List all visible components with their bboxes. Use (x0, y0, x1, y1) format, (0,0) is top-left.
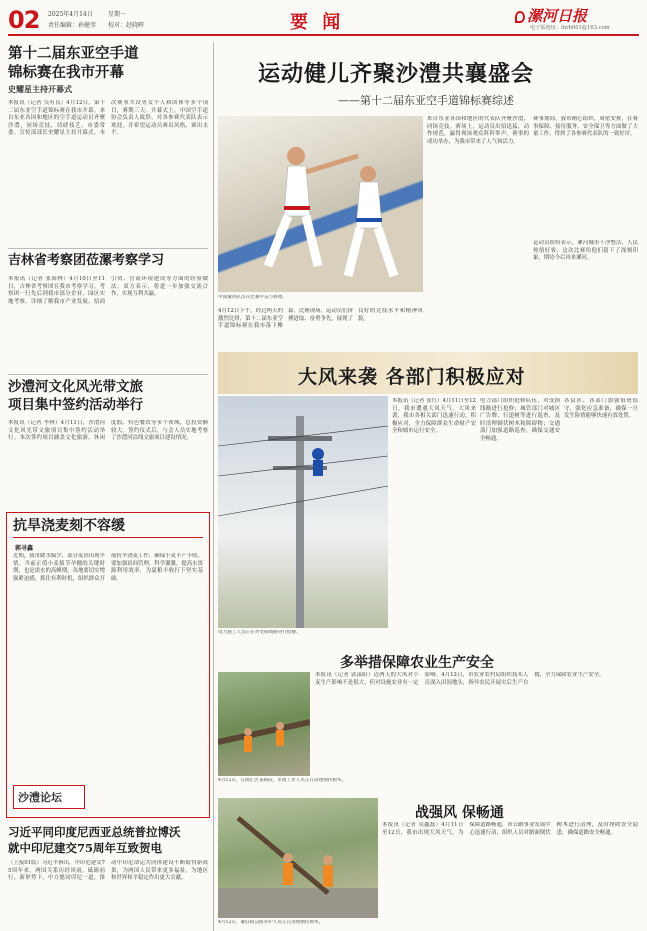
page-header (0, 0, 647, 38)
article-drought-wheat-box (6, 512, 210, 818)
author: 郭寻鑫 (15, 545, 34, 552)
wind-banner (218, 352, 638, 394)
page-number: 02 (8, 6, 40, 34)
column-divider (213, 42, 214, 931)
date: 2025年4月14日 (48, 11, 93, 18)
power-pole-illustration (218, 396, 388, 628)
divider (8, 374, 208, 375)
feature-title: 运动健儿齐聚沙澧共襄盛会 (258, 61, 535, 87)
article-subtitle: 史耀星主持开幕式 (8, 84, 72, 94)
article-title-line2: 就中印尼建交75周年互致贺电 (8, 841, 163, 855)
tree-cleanup-photo (218, 672, 310, 776)
article-title-line1: 沙澧河文化风光带文旅 (8, 379, 143, 395)
agri-title: 多举措保障农业生产安全 (340, 655, 494, 671)
article-title-line2: 锦标赛在我市开幕 (8, 64, 124, 81)
website: 电子版地址：lhrb001@163.com (530, 25, 610, 31)
feature-subtitle: ——第十二届东亚空手道锦标赛综述 (338, 94, 514, 107)
article-title-line2: 项目集中签约活动举行 (8, 397, 143, 413)
karate-photo (218, 116, 423, 292)
article-body: （上接01版）习近平指出，中印尼建交75周年来，两国关系历经风雨，砥砺前行。新形势下，中方愿同印尼一道，推动中印尼命运共同体建设不断取得新成果，为两国人民带来更多福祉，为地区和世界和平稳定作出更大贡献。 (8, 860, 208, 882)
feature-body-2: 来自东亚各国和地区的代表队齐聚沙澧，同场竞技。赛场上，运动员出招迅猛，动作规范，赢得现场观众阵阵掌声。赛事的成功举办，为我市带来了人气和活力。 (427, 116, 529, 145)
divider (8, 248, 208, 249)
title-underline (13, 537, 203, 538)
weekday: 星期一 (108, 11, 127, 18)
wind-body-3: 各县区、各部门加强值班值守，强化应急准备，确保一旦发生险情能够快速有效处置。 (564, 398, 638, 420)
karate-athletes-illustration (218, 116, 423, 292)
article-body: 本报讯（记者 李林）4月11日，沙澧河文化风光带文旅项目集中签约活动举行。本次签约项目涵盖文化旅游、休闲度假、特色餐饮等多个领域，总投资额较大。签约仪式后，与会人员实地考察了沙澧河沿线文旅项目建设情况。 (8, 420, 208, 442)
section-title: 要 闻 (290, 12, 345, 33)
article-jilin-delegation (8, 252, 208, 376)
wind-title: 大风来袭 各部门积极应对 (298, 366, 526, 388)
power-line-repair-photo (218, 396, 388, 628)
article-body: 近期，我市降水偏少，部分麦田出现旱情。当前正值小麦拔节孕穗的关键时期，也是需水的高峰期。各地要切实增强紧迫感，抓住有利时机，组织群众开展抗旱浇麦工作，确保小麦丰产丰收。要加强田间管理，科学灌溉，提高水资源利用效率，为夏粮丰收打下坚实基础。 (13, 553, 203, 582)
article-title: 抗旱浇麦刻不容缓 (13, 518, 125, 534)
article-title-line1: 习近平同印度尼西亚总统普拉博沃 (8, 825, 181, 839)
photo-caption: 4月12日，在源汇区某路段，市政工作人员正在清理倒伏树木。 (218, 778, 347, 783)
fight-title: 战强风 保畅通 (415, 805, 504, 821)
logo-icon (515, 11, 525, 23)
logo: 漯河日报 (515, 5, 587, 26)
article-shali-river-signing (8, 378, 208, 515)
article-title-line1: 第十二届东亚空手道 (8, 45, 139, 62)
road-workers-illustration (218, 798, 378, 918)
photo-caption: 中国漯河队员在比赛中奋力拼搏。 (218, 295, 287, 300)
wind-body-2: 电力部门组织抢修队伍，对受损线路进行抢修；城管部门对城区广告牌、行道树等进行巡查，及时清理倒伏树木和障碍物；交通部门加强道路巡查，确保交通安全畅通。 (480, 398, 560, 442)
column-tag: 沙澧论坛 (13, 785, 85, 809)
article-body: 本报讯（记者 吴有良）4月12日，第十二届东亚空手道锦标赛在我市开幕。来自东亚各国和地区的空手道运动员齐聚沙澧，同场竞技，切磋技艺。市委常委、宣传部部长史耀星主持开幕式。本次赛事共设男女个人和团体等多个项目，赛期三天。开幕式上，中国空手道协会负责人致辞，对各参赛代表队表示欢迎，并希望运动员赛出风格、赛出水平。 (8, 100, 208, 137)
feature-body-3: 赛事期间，我市精心组织，周密安排，在赛事保障、接待服务、安全保卫等方面做了大量工作，得到了各参赛代表队的一致好评。 (533, 116, 638, 138)
feature-body-1: 4月12日下午，经过两天的激烈比拼，第十二届东亚空手道锦标赛在我市落下帷幕。比赛现场，运动员们拼搏进取、奋勇争先，展现了良好的竞技水平和精神风貌。 (218, 308, 423, 330)
article-xi-indonesia (8, 824, 208, 930)
proof: 校对：赵晓晖 (108, 22, 145, 29)
agri-body: 本报讯（记者 郭沫阳）近两天的大风对小麦生产影响不是很大，但对设施农业有一定影响。4月12日，市农业农村局组织技术人员深入田间地头，指导农民开展灾后生产自救，全力保障农业生产安全。 (315, 672, 605, 686)
header-rule (8, 34, 639, 36)
article-east-asia-karate (8, 44, 208, 225)
feature-headline-block (218, 44, 638, 114)
editor: 责任编辑：孙健莹 (48, 22, 97, 29)
road-worker-photo (218, 798, 378, 918)
article-body: 本报讯（记者 张海林）4月10日至11日，吉林省考察团在我市考察学习。考察团一行先后到我市部分企业、园区实地考察，详细了解我市产业发展、招商引资、营商环境建设等方面的经验做法。双方表示，将进一步加强交流合作，实现互利共赢。 (8, 276, 208, 305)
fight-body: 本报讯（记者 吴鑫磊）4月11日至12日，我市出现大风天气。为保障道路畅通，市公路事业发展中心迅速行动，组织人员对路面倒伏树木进行清理，及时排除安全隐患，确保道路安全畅通。 (382, 822, 638, 836)
wind-body-1: 本报讯（记者 张红）4月11日至12日，我市遭遇大风天气。大风来袭，我市各相关部门迅速行动，积极应对，全力保障群众生命财产安全和城市运行安全。 (392, 398, 476, 435)
photo-caption: 电力施工人员正在对受损线路进行抢修。 (218, 630, 301, 635)
workers-illustration (218, 672, 310, 776)
photo-caption: 4月12日，漯驻路公路养护人员正在清理倒伏树木。 (218, 920, 324, 925)
feature-body-4: 运动员纷纷表示，漯河城市干净整洁，人民热情好客，这次比赛给他们留下了深刻印象，期待今后再来漯河。 (533, 240, 638, 262)
article-title: 吉林省考察团莅漯考察学习 (8, 253, 165, 268)
